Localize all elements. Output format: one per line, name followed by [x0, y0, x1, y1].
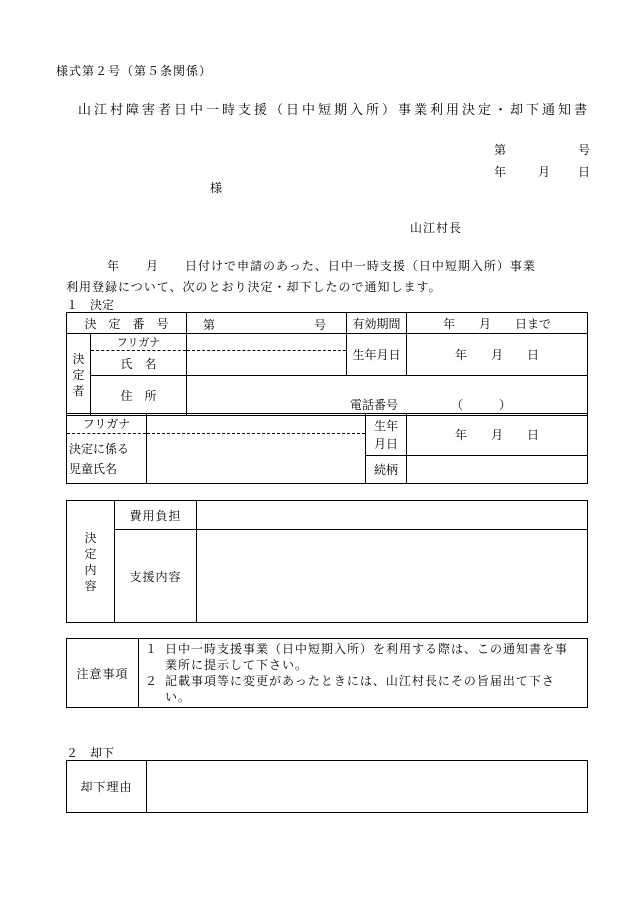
decision-no-dai: 第	[203, 318, 216, 332]
child-birth-label: 生年月日	[366, 414, 407, 456]
content-table	[66, 500, 588, 623]
child-birth-value: 年 月 日	[407, 414, 588, 456]
support-label: 支援内容	[115, 530, 197, 623]
child-name-label	[67, 434, 147, 484]
name-label: 氏 名	[91, 351, 187, 376]
child-furigana-value	[147, 414, 366, 434]
notes-table	[66, 638, 588, 708]
doc-number-go: 号	[578, 143, 591, 157]
issue-date-year: 年	[494, 165, 507, 179]
child-furigana-label: フリガナ	[67, 414, 147, 434]
birth-label: 生年月日	[347, 334, 407, 376]
child-name-value	[147, 434, 366, 484]
furigana-value	[187, 334, 347, 351]
recipient-sama: 様	[210, 181, 223, 195]
support-value	[197, 530, 588, 623]
section-decision-heading: １ 決定	[66, 298, 115, 312]
relation-value	[407, 456, 588, 484]
doc-number-dai: 第	[494, 143, 507, 157]
issue-date-day: 日	[578, 165, 591, 179]
issue-date-month: 月	[538, 165, 551, 179]
form-number: 様式第２号（第５条関係）	[56, 64, 213, 78]
reject-table	[66, 760, 588, 813]
phone-value: （ ）	[451, 398, 512, 412]
note-item-2: ２ 記載事項等に変更があったときには、山江村長にその旨届出て下さい。	[145, 674, 555, 704]
decision-table	[66, 312, 588, 416]
phone-label: 電話番号	[350, 398, 399, 412]
valid-period-label: 有効期間	[347, 313, 407, 334]
intro-line-2: 利用登録について、次のとおり決定・却下したので通知します。	[66, 280, 442, 294]
note-item-1: １ 日中一時支援事業（日中短期入所）を利用する際は、この通知書を事業所に提示して下さい。	[145, 642, 569, 672]
person-label: 決定者	[67, 334, 91, 416]
notes-content	[139, 639, 588, 708]
notes-label: 注意事項	[67, 639, 139, 708]
name-value	[187, 351, 347, 376]
decision-no-go: 号	[314, 318, 327, 332]
decision-no-label: 決 定 番 号	[67, 313, 187, 334]
cost-label: 費用負担	[115, 501, 197, 530]
child-name-label-1: 決定に係る	[69, 441, 130, 456]
reject-reason-label: 却下理由	[67, 761, 147, 813]
child-name-label-2: 児童氏名	[69, 461, 118, 476]
address-value	[187, 376, 588, 416]
cost-value	[197, 501, 588, 530]
child-table	[66, 413, 588, 484]
issuer-name: 山江村長	[410, 221, 463, 235]
furigana-label: フリガナ	[91, 334, 187, 351]
intro-line-1: 年 月 日付けで申請のあった、日中一時支援（日中短期入所）事業	[107, 259, 536, 273]
address-label: 住 所	[91, 376, 187, 416]
valid-period-value: 年 月 日まで	[407, 313, 588, 334]
page-title: 山江村障害者日中一時支援（日中短期入所）事業利用決定・却下通知書	[78, 103, 591, 118]
birth-value: 年 月 日	[407, 334, 588, 376]
decision-no-value	[187, 313, 347, 334]
section-reject-heading: ２ 却下	[66, 746, 115, 760]
reject-reason-value	[147, 761, 588, 813]
content-label: 決定内容	[67, 501, 115, 623]
relation-label: 続柄	[366, 456, 407, 484]
